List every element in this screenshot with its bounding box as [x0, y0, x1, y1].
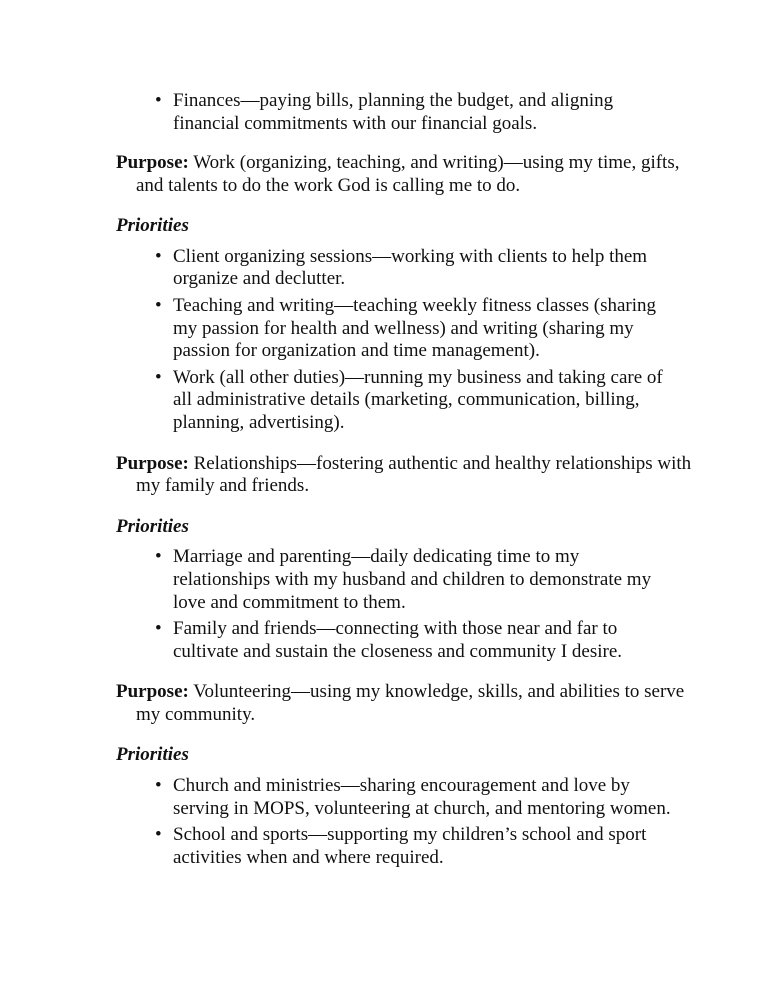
- document-content: [0, 152, 772, 887]
- list-item: • Teaching and writing—teaching weekly fitness classes (sharing my passion for health and wellness) and writing (sharing my passion for organization and time management).: [173, 295, 673, 363]
- purpose-paragraph: [116, 453, 696, 498]
- purpose-text: Volunteering—using my knowledge, skills, and abilities to serve my community.: [136, 681, 685, 725]
- section-work: [0, 152, 772, 435]
- purpose-paragraph: [116, 681, 696, 726]
- list-item: • Client organizing sessions—working with clients to help them organize and declutter.: [173, 246, 673, 291]
- list-item: • Work (all other duties)—running my business and taking care of all administrative details (marketing, communication, billing, planning, advertising).: [173, 367, 673, 435]
- purpose-label: Purpose:: [116, 681, 189, 703]
- purpose-label: Purpose:: [116, 152, 189, 173]
- priorities-heading: Priorities: [116, 744, 189, 766]
- list-item: • Marriage and parenting—daily dedicating time to my relationships with my husband and children to demonstrate my love and commitment to them.: [173, 546, 673, 614]
- purpose-text: Work (organizing, teaching, and writing)—using my time, gifts, and talents to do the work God is calling me to do.: [136, 152, 680, 196]
- priorities-list: [0, 546, 772, 663]
- priorities-list: [0, 775, 772, 869]
- priorities-heading: Priorities: [116, 215, 189, 237]
- continued-priorities-list: [0, 90, 772, 139]
- list-item: • Church and ministries—sharing encouragement and love by serving in MOPS, volunteering at church, and mentoring women.: [173, 775, 673, 820]
- list-item: • School and sports—supporting my children’s school and sport activities when and where required.: [173, 824, 673, 869]
- purpose-paragraph: [116, 152, 696, 197]
- priorities-list: [0, 246, 772, 435]
- list-item: • Finances—paying bills, planning the budget, and aligning financial commitments with our financial goals.: [173, 90, 673, 135]
- purpose-label: Purpose:: [116, 452, 189, 474]
- list-item: • Family and friends—connecting with those near and far to cultivate and sustain the closeness and community I desire.: [173, 618, 673, 663]
- purpose-text: Relationships—fostering authentic and healthy relationships with my family and friends.: [136, 452, 692, 497]
- section-relationships: [0, 453, 772, 664]
- section-volunteering: [0, 681, 772, 869]
- priorities-heading: Priorities: [116, 515, 189, 537]
